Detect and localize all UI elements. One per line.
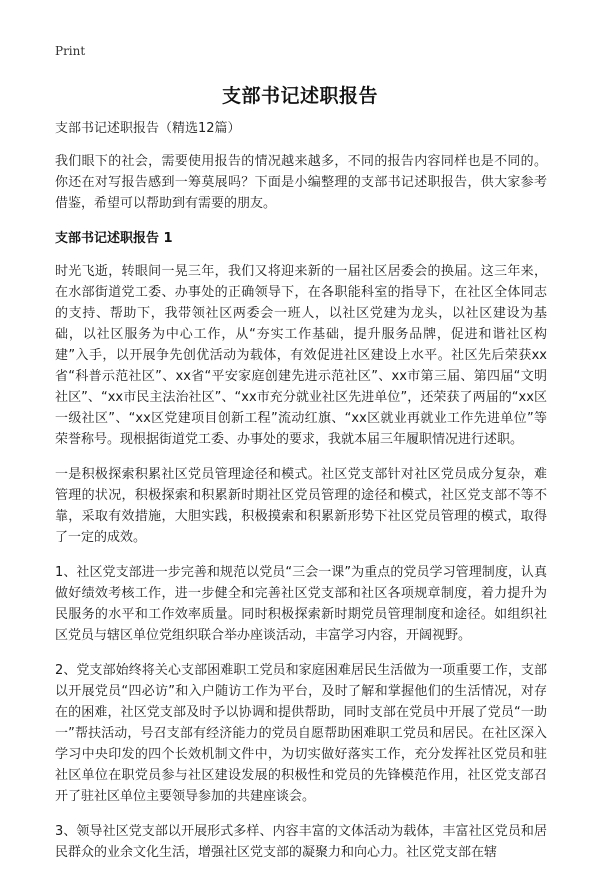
section-heading: 支部书记述职报告 1 [55,231,173,246]
document-subtitle: 支部书记述职报告（精选12篇） [55,121,241,136]
body-paragraph: 一是积极探索积累社区党员管理途径和模式。社区党支部针对社区党员成分复杂，难管理的状况，积极探索和积累新时期社区党员管理的途径和模式，社区党支部不等不靠，采取有效措施，大胆实践，积极摸索和积累新形势下社区党员管理的模式，取得了一定的成效。 [55,467,547,545]
body-paragraph: 2、党支部始终将关心支部困难职工党员和家庭困难居民生活做为一项重要工作，支部以开展党员“四必访”和入户随访工作为平台，及时了解和掌握他们的生活情况，对存在的困难，社区党支部及时予以协调和提供帮助，同时支部在党员中开展了党员“一助一”帮扶活动，号召支部有经济能力的党员自愿帮助困难职工党员和居民。在社区深入学习中央印发的四个长效机制文件中，为切实做好落实工作，充分发挥社区党员和驻社区单位在职党员参与社区建设发展的积极性和党员的先锋模范作用，社区党支部召开了驻社区单位主要领导参加的共建座谈会。 [55,663,547,804]
body-paragraph: 3、领导社区党支部以开展形式多样、内容丰富的文体活动为载体，丰富社区党员和居民群众的业余文化生活，增强社区党支部的凝聚力和向心力。社区党支部在辖 [55,824,547,860]
print-link[interactable]: Print [55,44,86,58]
intro-paragraph: 我们眼下的社会，需要使用报告的情况越来越多，不同的报告内容同样也是不同的。你还在对写报告感到一筹莫展吗？下面是小编整理的支部书记述职报告，供大家参考借鉴，希望可以帮助到有需要的朋友。 [55,154,547,211]
body-paragraph: 时光飞逝，转眼间一晃三年，我们又将迎来新的一届社区居委会的换届。这三年来，在水部街道党工委、办事处的正确领导下，在各职能科室的指导下，在社区全体同志的支持、帮助下，我带领社区两委会一班人，以社区党建为龙头，以社区建设为基础，以社区服务为中心工作，从“夯实工作基础，提升服务品牌，促进和谐社区构建”入手，以开展争先创优活动为载体，有效促进社区建设上水平。社区先后荣获xx省“科普示范社区”、xx省“平安家庭创建先进示范社区”、xx市第三届、第四届“文明社区”、“xx市民主法治社区”、“xx市充分就业社区先进单位”，还荣获了两届的“xx区一级社区”、“xx区党建项目创新工程”流动红旗、“xx区就业再就业工作先进单位”等荣誉称号。现根据街道党工委、办事处的要求，我就本届三年履职情况进行述职。 [55,264,547,447]
body-paragraph: 1、社区党支部进一步完善和规范以党员“三会一课”为重点的党员学习管理制度，认真做好绩效考核工作，进一步健全和完善社区党支部和社区各项规章制度，着力提升为民服务的水平和工作效率质量。同时积极探索新时期党员管理制度和途径。如组织社区党员与辖区单位党组织联合举办座谈活动，丰富学习内容，开阔视野。 [55,565,547,643]
document-body [55,119,547,877]
page-title: 支部书记述职报告 [221,85,378,107]
